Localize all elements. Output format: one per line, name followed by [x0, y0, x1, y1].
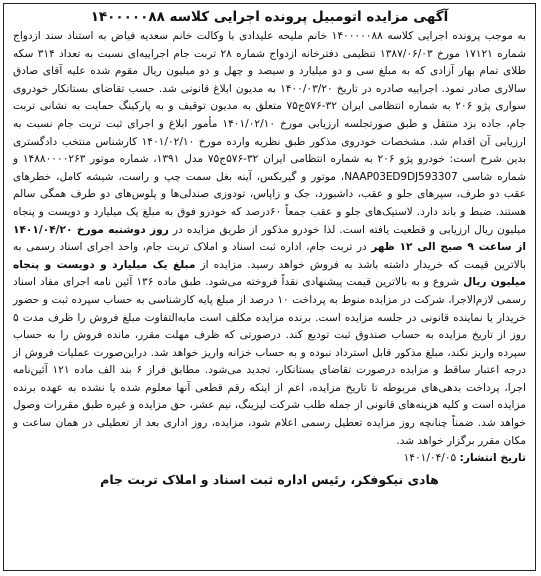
notice-body: [13, 28, 526, 450]
notice-body-part-2: در تربت جام، اداره ثبت اسناد و املاک تربت جام، واحد اجرای اسناد رسمی به بالاترین قیمت که خریدار داشته باشد به فروش خواهد رسید. مزایده از: [13, 241, 526, 271]
notice-frame: [3, 3, 536, 571]
signature: هادی نیکوفکر، رئیس اداره ثبت اسناد و املاک تربت جام: [100, 471, 439, 487]
notice-body-part-3: شروع و به بالاترین قیمت پیشنهادی نقداً فروخته می‌شود. طبق ماده ۱۳۶ آئین نامه اجرای مفاد اسناد رسمی لازم‌الاجرا، شرکت در مزایده منوط به پرداخت ۱۰ درصد از مبلغ پایه کارشناسی به حساب سپرده ثبت و حضور خریدار یا نماینده قانونی در جلسه مزایده است. برنده مزایده مکلف است مابه‌التفاوت مبلغ فروش را ظرف مدت ۵ روز از تاریخ مزایده به حساب صندوق ثبت تودیع کند. درصورتی که ظرف مهلت مقرر، مانده فروش را به حساب سپرده واریز نکند، مبلغ مذکور قابل استرداد نبوده و به حساب خزانه واریز خواهد شد. دراین‌صورت عملیات فروش از درجه اعتبار ساقط و مزایده درصورت تقاضای بستانکار، تجدید می‌شود. مطابق فراز ۶ بند الف ماده ۱۲۱ آئین‌نامه اجرا، پرداخت بدهی‌های مربوطه تا تاریخ مزایده، اعم از اینکه رقم قطعی آنها معلوم شده یا نشده به عهده برنده مزایده است و کلیه هزینه‌های قانونی از جمله طلب شرکت لیزینگ، نیم عشر، حق مزایده و غیره طبق مقررات وصول خواهد شد. ضمناً چنانچه روز مزایده تعطیل رسمی اعلام شود، مزایده، روز اداری بعد از تعطیلی در همان ساعت و مکان مقرر برگزار خواهد شد.: [13, 276, 526, 447]
notice-title: آگهی مزایده اتومبیل پرونده اجرایی کلاسه ۱۴۰۰۰۰۰۸۸: [90, 9, 449, 25]
publication-date: [13, 450, 526, 468]
notice-body-part-1: به موجب پرونده اجرایی کلاسه ۱۴۰۰۰۰۰۸۸ خانم ملیحه علیدادی با وکالت خانم سعدیه فیاض به استناد سند ازدواج شماره ۱۷۱۲۱ مورخ ۱۳۸۷/۰۶/۰۳ تنظیمی دفترخانه ازدواج شماره ۲۸ تربت جام اجراییه‌ای نسبت به تعداد ۳۱۴ سکه طلای تمام بهار آزادی که به مبلغ سی و دو میلیارد و سیصد و چهل و دو میلیون ریال مقوم شده علیه آقای صادق سالاری صادر نمود. اجراییه صادره در تاریخ ۱۴۰۰/۰۳/۲۰ به مدیون ابلاغ قانونی شد. حسب تقاضای بستانکار خودروی سواری پژو ۲۰۶ به شماره انتظامی ایران ۳۲-۵۷۶ج۷۵ متعلق به مدیون توقیف و به پارکینگ حمایت به نشانی تربت جام، جاده بزد منتقل و طبق صورتجلسه ارزیابی مورخ ۱۴۰۱/۰۲/۱۰ مأمور ابلاغ و اجرای ثبت تربت جام نسبت به ارزیابی آن اقدام شد. مشخصات خودروی مذکور طبق نظریه وارده مورخ ۱۴۰۱/۰۲/۱۰ کارشناس منتخب دادگستری بدین شرح است: خودرو پژو ۲۰۶ به شماره انتظامی ایران ۳۲-۵۷۶ج۷۵ مدل ۱۳۹۱، شماره موتور ۱۴۸۸۰۰۰۰۲۶۳ و شماره شاسی NAAP03ED9DJ593307، موتور و گیربکس، آینه بغل سمت چپ و راست، شیشه کامل، خطرهای عقب دو طرف، سپرهای جلو و عقب، داشبورد، جک و زاپاس، تودوزی صندلی‌ها و پلوس‌های دو طرف همگی سالم هستند. ضبط و باند دارد. لاستیک‌های جلو و عقب جمعاً ۶۰درصد که خودرو فوق به مبلغ یک میلیارد و دویست و پنجاه میلیون ریال ارزیابی و قطعیت یافته است. لذا خودرو مذکور از طریق مزایده در: [13, 30, 527, 236]
publication-date-label: تاریخ انتشار:: [459, 452, 526, 465]
starting-price: مبلغ یک میلیارد و دویست و پنجاه میلیون ریال: [13, 258, 526, 289]
auction-date-time: روز دوشنبه مورخ ۱۴۰۱/۰۴/۲۰ از ساعت ۹ صبح الی ۱۲ ظهر: [13, 223, 527, 254]
publication-date-value: ۱۴۰۱/۰۴/۰۵: [403, 452, 457, 465]
